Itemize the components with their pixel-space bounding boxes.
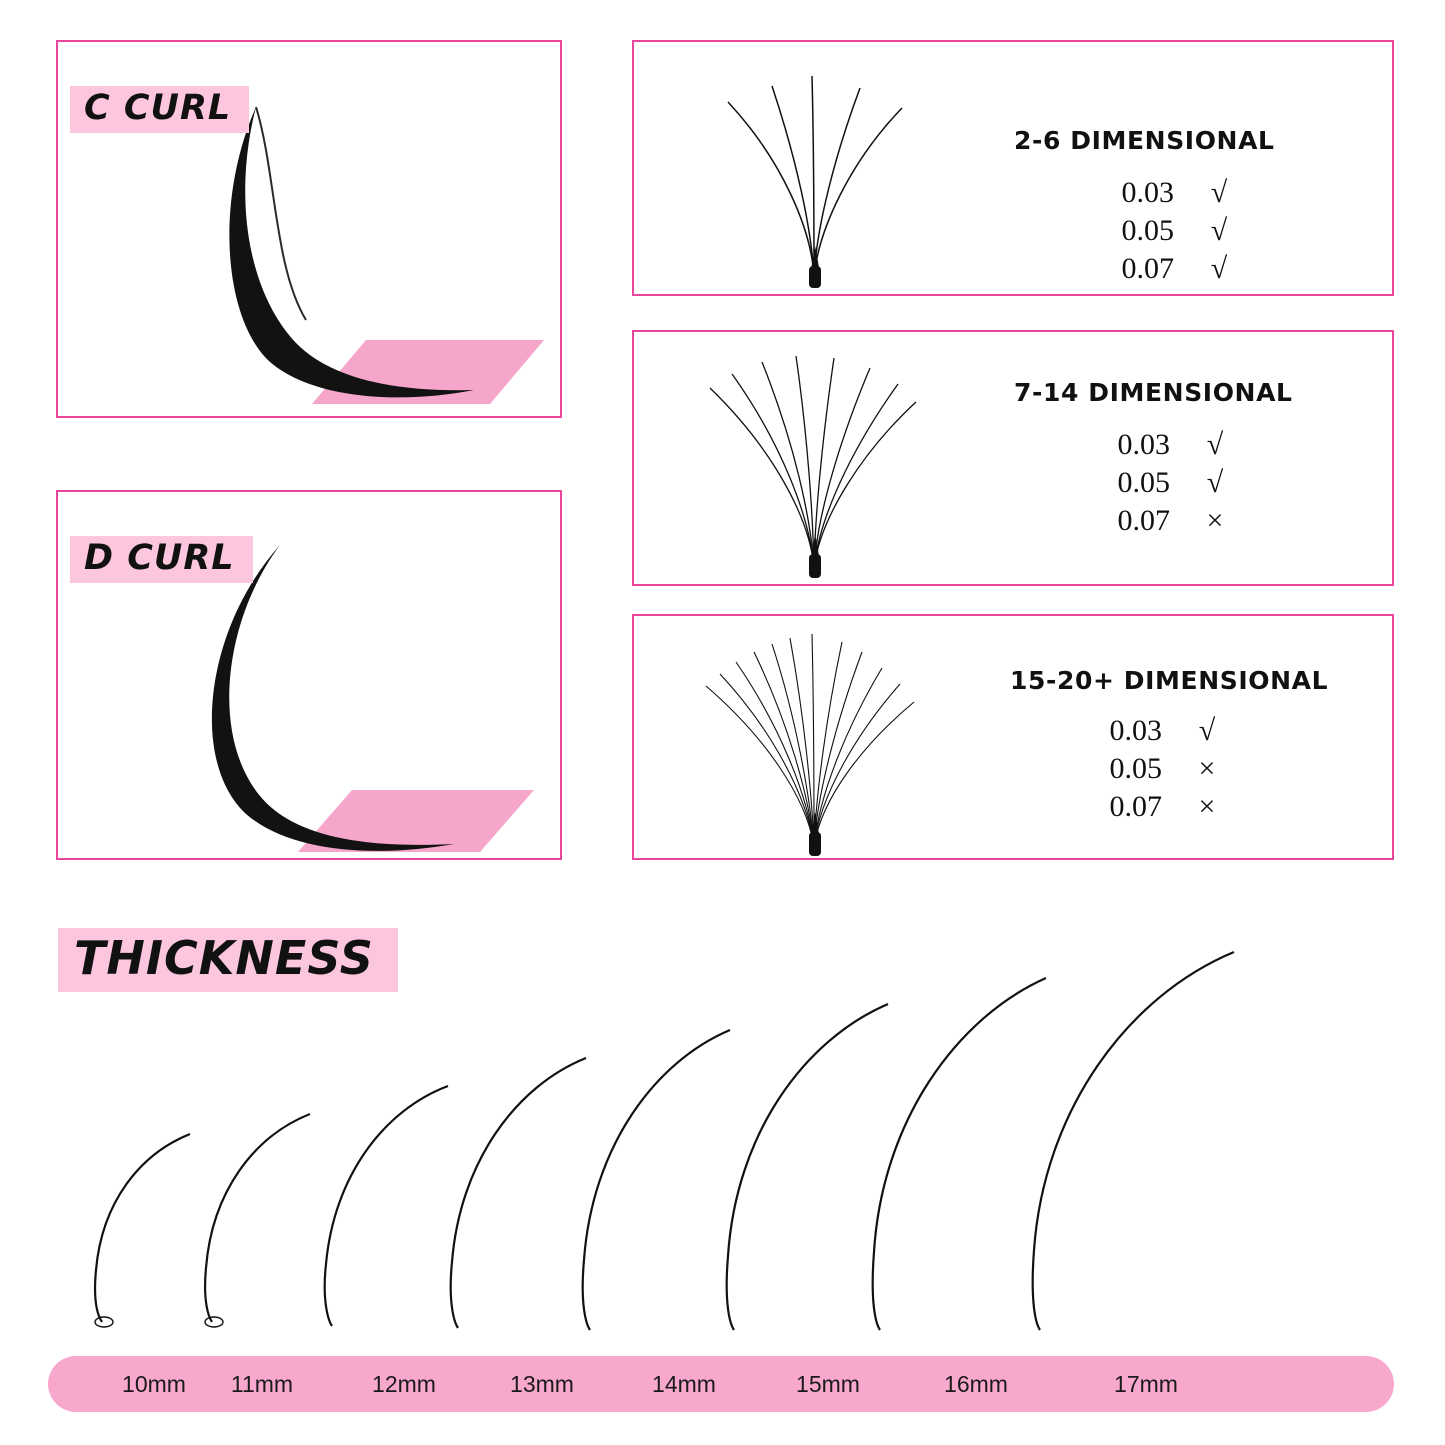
thickness-value: 0.07	[1117, 504, 1170, 537]
dimension-rows-15-20	[1066, 712, 1230, 826]
c-curl-panel	[56, 40, 562, 418]
dimension-panel-2-6	[632, 40, 1394, 296]
dimension-row	[1078, 250, 1242, 288]
availability-mark: √	[1206, 428, 1224, 461]
thickness-value: 0.07	[1121, 252, 1174, 285]
dimension-rows-7-14	[1074, 426, 1238, 540]
dimension-row	[1074, 502, 1238, 540]
thickness-value: 0.03	[1109, 714, 1162, 747]
lash-curve-10mm	[80, 1130, 200, 1330]
lash-curve-11mm	[188, 1110, 318, 1330]
thickness-value: 0.05	[1117, 466, 1170, 499]
size-label-13mm: 13mm	[510, 1371, 574, 1397]
dimension-panel-7-14	[632, 330, 1394, 586]
dimension-panel-15-20	[632, 614, 1394, 860]
thickness-value: 0.03	[1121, 176, 1174, 209]
thickness-value: 0.07	[1109, 790, 1162, 823]
availability-mark: ×	[1206, 504, 1224, 537]
dimension-row	[1074, 426, 1238, 464]
availability-mark: √	[1210, 252, 1228, 285]
thickness-title: THICKNESS	[58, 928, 398, 992]
fan-15-20-icon	[662, 620, 962, 860]
dimension-row	[1074, 464, 1238, 502]
size-label-11mm: 11mm	[230, 1371, 294, 1397]
availability-mark: √	[1210, 214, 1228, 247]
size-label-16mm: 16mm	[944, 1371, 1008, 1397]
availability-mark: √	[1206, 466, 1224, 499]
size-label-15mm: 15mm	[796, 1371, 860, 1397]
dimension-title-15-20: 15-20+ DIMENSIONAL	[1010, 666, 1329, 695]
d-curl-panel	[56, 490, 562, 860]
thickness-value: 0.05	[1121, 214, 1174, 247]
fan-2-6-icon	[662, 50, 962, 290]
availability-mark: ×	[1198, 752, 1216, 785]
dimension-title-7-14: 7-14 DIMENSIONAL	[1014, 378, 1293, 407]
size-label-12mm: 12mm	[372, 1371, 436, 1397]
thickness-value: 0.05	[1109, 752, 1162, 785]
dimension-row	[1066, 750, 1230, 788]
availability-mark: √	[1198, 714, 1216, 747]
dimension-row	[1066, 788, 1230, 826]
lash-curve-17mm	[1004, 948, 1244, 1336]
dimension-title-2-6: 2-6 DIMENSIONAL	[1014, 126, 1275, 155]
fan-7-14-icon	[662, 340, 962, 580]
availability-mark: √	[1210, 176, 1228, 209]
dimension-rows-2-6	[1078, 174, 1242, 288]
availability-mark: ×	[1198, 790, 1216, 823]
c-curl-label: C CURL	[70, 86, 249, 133]
size-bar	[48, 1356, 1394, 1412]
thickness-value: 0.03	[1117, 428, 1170, 461]
dimension-row	[1078, 174, 1242, 212]
d-curl-label: D CURL	[70, 536, 253, 583]
dimension-row	[1078, 212, 1242, 250]
size-label-17mm: 17mm	[1114, 1371, 1178, 1397]
size-label-10mm: 10mm	[122, 1371, 186, 1397]
size-label-14mm: 14mm	[652, 1371, 716, 1397]
dimension-row	[1066, 712, 1230, 750]
